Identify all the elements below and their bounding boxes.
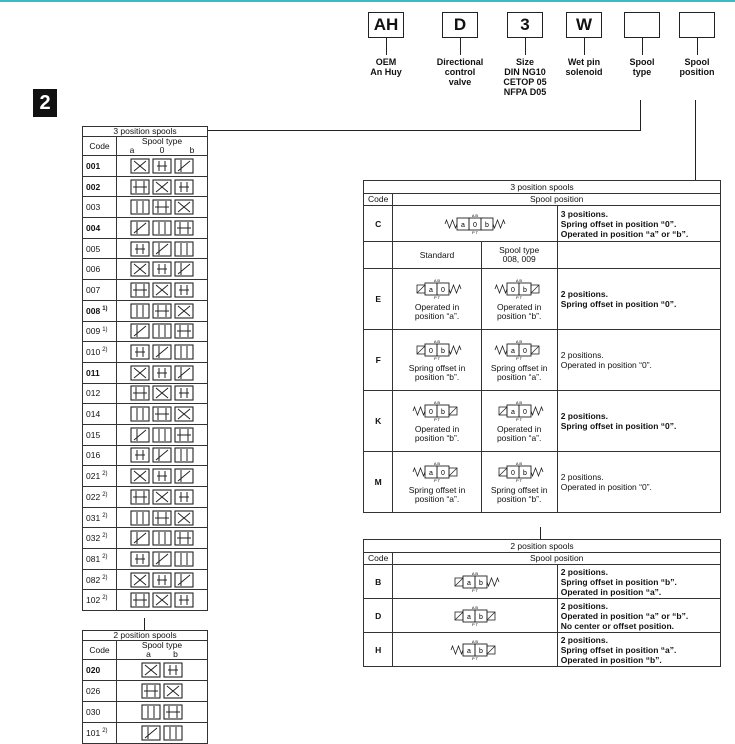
table-row (364, 452, 721, 513)
spool-type-008-009-header: Spool type 008, 009 (481, 242, 557, 269)
row-code: 021 $^{2)}$ (83, 466, 117, 487)
spool-position-2pos-table (363, 539, 721, 667)
valve-symbol-wrap (393, 278, 480, 300)
svg-text:P T: P T (516, 355, 523, 361)
svg-text:0: 0 (473, 221, 477, 229)
table-row (83, 569, 208, 590)
row-code: 032 $^{2)}$ (83, 528, 117, 549)
spool-symbol-icon (117, 592, 207, 608)
row-description: 2 positions. Operated in position “0”. (557, 452, 720, 513)
code-box-d: D (442, 12, 478, 38)
table-row (83, 702, 208, 723)
spool-symbol-icon (117, 344, 207, 360)
valve-symbol-icon (489, 461, 549, 483)
table-row (83, 238, 208, 259)
table-row (83, 723, 208, 744)
box-stem (386, 38, 387, 55)
row-code: K (364, 391, 393, 452)
svg-text:A B: A B (471, 604, 479, 610)
spool-symbol-icon (117, 530, 207, 546)
spool-symbol-icon (117, 662, 207, 678)
svg-text:A B: A B (516, 338, 523, 344)
svg-text:0: 0 (511, 286, 516, 294)
spool-symbol-icon (117, 282, 207, 298)
svg-text:b: b (479, 647, 483, 655)
table-row (83, 321, 208, 342)
col-spool-position-header: Spool position (393, 553, 721, 565)
row-code: E (364, 269, 393, 330)
col-spool-position-header: Spool position (393, 194, 721, 206)
svg-text:P T: P T (433, 477, 441, 483)
spool-symbol-cell (117, 218, 208, 239)
table-row (83, 300, 208, 321)
valve-symbol-wrap (482, 339, 557, 361)
spool-symbol-cell (117, 238, 208, 259)
valve-symbol-icon (407, 400, 467, 422)
spool-symbol-icon (117, 179, 207, 195)
spool-symbol-cell (117, 528, 208, 549)
box-stem (642, 38, 643, 55)
table-row (364, 633, 721, 667)
row-code: 022 $^{2)}$ (83, 487, 117, 508)
row-code: 006 (83, 259, 117, 280)
spool-symbol-cell (117, 321, 208, 342)
svg-text:0: 0 (523, 347, 528, 355)
table-row (83, 280, 208, 301)
svg-text:0: 0 (523, 408, 528, 416)
spool-symbol-icon (117, 704, 207, 720)
spool-symbol-icon (117, 725, 207, 741)
row-code: 015 (83, 424, 117, 445)
spool-symbol-cell (117, 280, 208, 301)
row-description: 3 positions. Spring offset in position “0”. Operated in position “a” or “b”. (557, 206, 720, 242)
table-row (364, 330, 721, 391)
svg-text:A B: A B (516, 460, 523, 466)
symbol-caption: Operated in position “b”. (414, 423, 460, 443)
spool-symbol-cell (117, 549, 208, 570)
svg-text:A B: A B (433, 460, 441, 466)
table-row (83, 445, 208, 466)
row-code: 004 (83, 218, 117, 239)
row-code: 101 $^{2)}$ (83, 723, 117, 744)
spool-symbol-cell (117, 362, 208, 383)
row-code: 010 $^{2)}$ (83, 342, 117, 363)
symbol-cell (481, 391, 557, 452)
sub-header-row (364, 242, 721, 269)
table-row (83, 362, 208, 383)
table-row (83, 681, 208, 702)
table-row (83, 528, 208, 549)
box-stem (584, 38, 585, 55)
connector-spool-type-v (640, 100, 641, 131)
table-row (83, 197, 208, 218)
spool-symbol-cell (117, 681, 208, 702)
spool-symbol-cell (117, 300, 208, 321)
row-code: 082 $^{2)}$ (83, 569, 117, 590)
svg-text:b: b (441, 408, 445, 416)
table-row (364, 565, 721, 599)
svg-text:0: 0 (429, 347, 433, 355)
spool-position-3pos-table (363, 180, 721, 513)
col-code-header: Code (364, 194, 393, 206)
table-title: 3 position spools (364, 181, 721, 194)
spool-symbol-icon (117, 303, 207, 319)
box-stem (697, 38, 698, 55)
valve-symbol-icon (407, 339, 467, 361)
svg-text:A B: A B (433, 338, 441, 344)
svg-text:0: 0 (441, 469, 445, 477)
standard-header: Standard (393, 242, 481, 269)
row-code: H (364, 633, 393, 667)
row-code: 016 (83, 445, 117, 466)
top-accent-line (0, 0, 735, 2)
col-code-header: Code (364, 553, 393, 565)
row-code: 030 (83, 702, 117, 723)
symbol-caption: Spring offset in position “a”. (490, 362, 548, 382)
row-code: C (364, 206, 393, 242)
table-row (83, 342, 208, 363)
valve-symbol-wrap (393, 461, 480, 483)
spool-symbol-icon (117, 199, 207, 215)
box-stem (525, 38, 526, 55)
spool-symbol-icon (117, 158, 207, 174)
row-description: 2 positions. Operated in position “a” or “b”. No center or offset position. (557, 599, 720, 633)
table-row (83, 259, 208, 280)
spool-symbol-icon (117, 427, 207, 443)
row-code: 026 (83, 681, 117, 702)
svg-text:A B: A B (433, 399, 441, 405)
row-code: 008 $^{1)}$ (83, 300, 117, 321)
box-label: OEM An Huy (370, 57, 402, 77)
symbol-caption: Operated in position “b”. (496, 301, 542, 321)
row-code: 012 (83, 383, 117, 404)
code-box-spool-type (624, 12, 660, 38)
row-code: F (364, 330, 393, 391)
row-code: 011 (83, 362, 117, 383)
symbol-cell (393, 599, 557, 633)
table-row (83, 176, 208, 197)
table-title: 2 position spools (364, 540, 721, 553)
col-spool-type-header: Spool type a b (117, 641, 208, 660)
symbol-caption: Operated in position “a”. (414, 301, 460, 321)
spool-symbol-cell (117, 702, 208, 723)
symbol-caption: Spring offset in position “b”. (408, 362, 466, 382)
svg-text:a: a (461, 221, 465, 229)
valve-symbol-icon (407, 278, 467, 300)
svg-text:a: a (467, 647, 471, 655)
symbol-caption: Operated in position “a”. (496, 423, 542, 443)
svg-text:A B: A B (471, 570, 479, 576)
box-label: Spool position (679, 57, 715, 77)
spool-symbol-icon (117, 406, 207, 422)
connector-tables-v (540, 527, 541, 539)
connector-spool-type-h (208, 130, 641, 131)
symbol-cell (393, 206, 557, 242)
table-row (83, 660, 208, 681)
table-row (83, 507, 208, 528)
svg-text:a: a (511, 347, 516, 355)
symbol-cell (481, 330, 557, 391)
symbol-cell (393, 330, 481, 391)
code-box-spool-position (679, 12, 715, 38)
table-row (83, 487, 208, 508)
symbol-cell (393, 269, 481, 330)
svg-text:P T: P T (472, 655, 479, 661)
spool-symbol-cell (117, 445, 208, 466)
connector-spool-position-v (695, 100, 696, 180)
svg-text:b: b (479, 613, 483, 621)
spool-symbol-icon (117, 323, 207, 339)
row-code: 014 (83, 404, 117, 425)
spool-symbol-cell (117, 156, 208, 177)
valve-symbol-icon (407, 461, 467, 483)
svg-text:P T: P T (472, 587, 479, 593)
svg-text:a: a (467, 613, 471, 621)
box-label: Size DIN NG10 CETOP 05 NFPA D05 (503, 57, 547, 97)
row-code: 031 $^{2)}$ (83, 507, 117, 528)
svg-text:P T: P T (516, 294, 523, 300)
spool-symbol-cell (117, 342, 208, 363)
valve-symbol-wrap (393, 400, 480, 422)
table-row (83, 590, 208, 611)
svg-text:P T: P T (516, 477, 523, 483)
table-title: 2 position spools (83, 631, 208, 641)
svg-text:A B: A B (471, 638, 479, 644)
spool-symbol-cell (117, 569, 208, 590)
connector-left-tables-v (144, 618, 145, 630)
table-row (83, 383, 208, 404)
spool-symbol-icon (117, 241, 207, 257)
svg-text:P T: P T (433, 416, 441, 422)
spool-symbol-cell (117, 660, 208, 681)
svg-text:b: b (479, 579, 483, 587)
spool-symbol-icon (117, 365, 207, 381)
valve-symbol-wrap (393, 213, 556, 235)
symbol-cell (481, 269, 557, 330)
row-description: 2 positions. Operated in position “0”. (557, 330, 720, 391)
valve-symbol-wrap (393, 639, 556, 661)
pos-labels: a 0 b (129, 145, 195, 155)
row-code: B (364, 565, 393, 599)
valve-symbol-icon (439, 213, 511, 235)
spool-symbol-cell (117, 590, 208, 611)
spool-symbol-cell (117, 259, 208, 280)
code-box-3: 3 (507, 12, 543, 38)
spool-type-2pos-table (82, 630, 208, 744)
symbol-cell (393, 633, 557, 667)
table-row (83, 466, 208, 487)
spool-symbol-icon (117, 385, 207, 401)
symbol-cell (393, 452, 481, 513)
spool-type-3pos-table (82, 126, 208, 611)
row-code: 001 (83, 156, 117, 177)
svg-text:a: a (467, 579, 471, 587)
svg-text:P T: P T (433, 294, 441, 300)
table-row (83, 424, 208, 445)
table-row (364, 269, 721, 330)
row-description: 2 positions. Spring offset in position “0”. (557, 391, 720, 452)
row-description: 2 positions. Spring offset in position “b”. Operated in position “a”. (557, 565, 720, 599)
valve-symbol-icon (489, 400, 549, 422)
svg-text:b: b (441, 347, 445, 355)
symbol-caption: Spring offset in position “b”. (490, 484, 548, 504)
spool-symbol-icon (117, 510, 207, 526)
spool-symbol-icon (117, 468, 207, 484)
box-stem (460, 38, 461, 55)
row-code: 007 (83, 280, 117, 301)
spool-symbol-cell (117, 404, 208, 425)
svg-text:0: 0 (441, 286, 445, 294)
row-code: 020 (83, 660, 117, 681)
box-label: Directional control valve (436, 57, 484, 87)
svg-text:0: 0 (429, 408, 433, 416)
col-spool-type-header: Spool type a 0 b (117, 137, 208, 156)
table-row (364, 599, 721, 633)
svg-text:b: b (523, 286, 528, 294)
valve-symbol-wrap (393, 339, 480, 361)
spool-symbol-cell (117, 197, 208, 218)
spool-symbol-cell (117, 176, 208, 197)
table-row (83, 549, 208, 570)
table-row (83, 218, 208, 239)
box-label: Wet pin solenoid (565, 57, 603, 77)
pos-labels: a b (146, 649, 178, 659)
spool-symbol-icon (117, 551, 207, 567)
row-code: 003 (83, 197, 117, 218)
svg-text:A B: A B (516, 277, 523, 283)
table-row (364, 206, 721, 242)
spool-symbol-cell (117, 466, 208, 487)
code-box-w: W (566, 12, 602, 38)
row-code: 009 $^{1)}$ (83, 321, 117, 342)
valve-symbol-icon (445, 605, 505, 627)
svg-text:P T: P T (433, 355, 441, 361)
table-title: 3 position spools (83, 127, 208, 137)
spool-symbol-icon (117, 447, 207, 463)
col-code-header: Code (83, 137, 117, 156)
code-box-ah: AH (368, 12, 404, 38)
svg-text:0: 0 (511, 469, 516, 477)
svg-text:A B: A B (516, 399, 523, 405)
row-code: 002 (83, 176, 117, 197)
table-row (83, 156, 208, 177)
svg-text:a: a (429, 286, 433, 294)
col-code-header: Code (83, 641, 117, 660)
svg-text:b: b (485, 221, 489, 229)
valve-symbol-icon (489, 278, 549, 300)
svg-text:a: a (511, 408, 516, 416)
symbol-caption: Spring offset in position “a”. (408, 484, 466, 504)
spool-symbol-cell (117, 487, 208, 508)
valve-symbol-wrap (482, 461, 557, 483)
row-code: M (364, 452, 393, 513)
spool-symbol-icon (117, 572, 207, 588)
spool-symbol-icon (117, 683, 207, 699)
spool-symbol-icon (117, 261, 207, 277)
box-label: Spool type (629, 57, 655, 77)
valve-symbol-wrap (482, 400, 557, 422)
svg-text:b: b (523, 469, 528, 477)
valve-symbol-wrap (393, 571, 556, 593)
row-description: 2 positions. Spring offset in position “a”. Operated in position “b”. (557, 633, 720, 667)
row-code: 081 $^{2)}$ (83, 549, 117, 570)
symbol-cell (481, 452, 557, 513)
row-code: 102 $^{2)}$ (83, 590, 117, 611)
spool-symbol-cell (117, 723, 208, 744)
symbol-cell (393, 565, 557, 599)
svg-text:P T: P T (472, 621, 479, 627)
table-row (364, 391, 721, 452)
svg-text:a: a (429, 469, 433, 477)
spool-symbol-cell (117, 383, 208, 404)
svg-text:A B: A B (471, 212, 479, 218)
valve-symbol-icon (445, 571, 505, 593)
valve-symbol-icon (445, 639, 505, 661)
spool-symbol-icon (117, 220, 207, 236)
spool-symbol-icon (117, 489, 207, 505)
section-badge: 2 (33, 89, 57, 117)
svg-text:A B: A B (433, 277, 441, 283)
svg-text:P T: P T (516, 416, 523, 422)
valve-symbol-icon (489, 339, 549, 361)
spool-symbol-cell (117, 507, 208, 528)
row-description: 2 positions. Spring offset in position “0”. (557, 269, 720, 330)
table-row (83, 404, 208, 425)
valve-symbol-wrap (482, 278, 557, 300)
valve-symbol-wrap (393, 605, 556, 627)
spool-symbol-cell (117, 424, 208, 445)
svg-text:P T: P T (472, 229, 479, 235)
row-code: D (364, 599, 393, 633)
symbol-cell (393, 391, 481, 452)
row-code: 005 (83, 238, 117, 259)
